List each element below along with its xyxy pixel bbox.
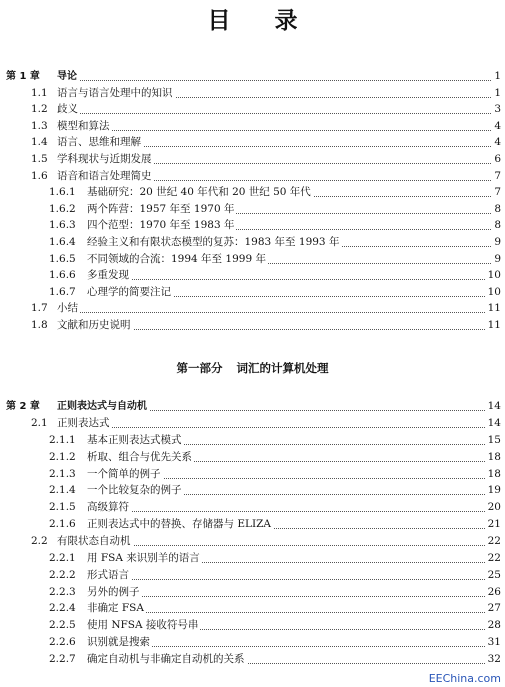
toc-entry-number: 1.8	[31, 319, 48, 331]
dot-leader	[57, 427, 491, 428]
toc-entry-page: 20	[486, 499, 501, 516]
toc-entry-number: 2.2.7	[49, 653, 76, 665]
toc-entry-number: 1.6.1	[49, 186, 76, 198]
toc-entry-number: 2.1.1	[49, 434, 76, 446]
toc-entry-title: 模型和算法	[57, 118, 112, 135]
toc-entry-subsection[interactable]	[0, 567, 505, 584]
toc-entry-subsection[interactable]	[0, 499, 505, 516]
toc-entry-subsection[interactable]	[0, 284, 505, 301]
toc-entry-page: 1	[492, 85, 501, 102]
toc-entry-number: 1.6.7	[49, 286, 76, 298]
toc-entry-page: 32	[486, 651, 501, 668]
toc-entry-title: 小结	[57, 300, 80, 317]
toc-entry-subsection[interactable]	[0, 217, 505, 234]
toc-entry-page: 7	[492, 184, 501, 201]
toc-entry-section[interactable]	[0, 118, 505, 135]
toc-entry-page: 6	[492, 151, 501, 168]
toc-entry-subsection[interactable]	[0, 201, 505, 218]
toc-entry-number: 1.6.6	[49, 269, 76, 281]
toc-entry-page: 10	[486, 284, 501, 301]
page-title	[0, 2, 505, 34]
toc-entry-number: 2.1.5	[49, 501, 76, 513]
dot-leader	[87, 579, 491, 580]
part-heading	[0, 360, 505, 376]
toc-entry-title: 高级算符	[87, 499, 131, 516]
toc-entry-subsection[interactable]	[0, 466, 505, 483]
toc-entry-title: 非确定 FSA	[87, 600, 146, 617]
toc-entry-page: 15	[486, 432, 501, 449]
dot-leader	[57, 113, 491, 114]
toc-entry-number: 第 1 章	[6, 71, 40, 82]
toc-entry-number: 2.1.4	[49, 484, 76, 496]
toc-entry-section[interactable]	[0, 168, 505, 185]
toc-entry-page: 18	[486, 466, 501, 483]
toc-entry-page: 22	[486, 533, 501, 550]
toc-entry-number: 2.1.2	[49, 451, 76, 463]
toc-entry-page: 10	[486, 267, 501, 284]
toc-entry-page: 4	[492, 134, 501, 151]
toc-entry-title: 心理学的简要注记	[87, 284, 173, 301]
toc-entry-page: 27	[486, 600, 501, 617]
toc-entry-section[interactable]	[0, 317, 505, 334]
toc-entry-page: 4	[492, 118, 501, 135]
toc-entry-title: 文献和历史说明	[57, 317, 133, 334]
toc-entry-title: 多重发现	[87, 267, 131, 284]
toc-entry-page: 1	[492, 68, 501, 85]
toc-entry-subsection[interactable]	[0, 251, 505, 268]
toc-entry-title: 一个简单的例子	[87, 466, 163, 483]
toc-entry-page: 7	[492, 168, 501, 185]
toc-entry-title: 形式语言	[87, 567, 131, 584]
toc-entry-title: 有限状态自动机	[57, 533, 133, 550]
toc-entry-page: 25	[486, 567, 501, 584]
toc-entry-number: 2.1.3	[49, 468, 76, 480]
toc-entry-subsection[interactable]	[0, 651, 505, 668]
part-title: 词汇的计算机处理	[236, 361, 329, 375]
toc-entry-title: 学科现状与近期发展	[57, 151, 154, 168]
toc-entry-number: 1.6.4	[49, 236, 76, 248]
toc-entry-page: 8	[492, 201, 501, 218]
toc-entry-title: 正则表达式与自动机	[57, 398, 149, 415]
toc-entry-title: 不同领域的合流：1994 年至 1999 年	[87, 251, 268, 268]
toc-entry-subsection[interactable]	[0, 516, 505, 533]
toc-entry-page: 9	[492, 234, 501, 251]
toc-entry-page: 31	[486, 634, 501, 651]
toc-entry-number: 第 2 章	[6, 401, 40, 412]
toc-entry-title: 使用 NFSA 接收符号串	[87, 617, 200, 634]
toc-entry-section[interactable]	[0, 134, 505, 151]
toc-entry-page: 11	[486, 300, 501, 317]
toc-entry-number: 1.6.3	[49, 219, 76, 231]
toc-entry-subsection[interactable]	[0, 634, 505, 651]
toc-entry-title: 基础研究：20 世纪 40 年代和 20 世纪 50 年代	[87, 184, 313, 201]
toc-entry-title: 用 FSA 来识别羊的语言	[87, 550, 202, 567]
toc-entry-section[interactable]	[0, 151, 505, 168]
toc-entry-number: 2.2.6	[49, 636, 76, 648]
toc-entry-page: 19	[486, 482, 501, 499]
toc-entry-number: 2.2.1	[49, 552, 76, 564]
dot-leader	[57, 80, 491, 81]
toc-entry-title: 经验主义和有限状态模型的复苏：1983 年至 1993 年	[87, 234, 341, 251]
toc-entry-number: 1.7	[31, 302, 48, 314]
toc-entry-page: 14	[486, 398, 501, 415]
toc-entry-number: 2.2.5	[49, 619, 76, 631]
toc-entry-section[interactable]	[0, 300, 505, 317]
toc-entry-subsection[interactable]	[0, 267, 505, 284]
title-char-left: 目	[207, 8, 231, 34]
dot-leader	[57, 130, 491, 131]
toc-entry-number: 1.6.2	[49, 203, 76, 215]
toc-entry-page: 28	[486, 617, 501, 634]
toc-entry-number: 1.3	[31, 120, 48, 132]
toc-entry-title: 另外的例子	[87, 584, 142, 601]
toc-entry-page: 21	[486, 516, 501, 533]
toc-entry-section[interactable]	[0, 101, 505, 118]
toc-entry-title: 语音和语言处理简史	[57, 168, 154, 185]
toc-entry-title: 语言与语言处理中的知识	[57, 85, 175, 102]
toc-entry-number: 1.6	[31, 170, 48, 182]
toc-entry-title: 歧义	[57, 101, 80, 118]
toc-entry-number: 1.1	[31, 87, 48, 99]
toc-entry-number: 2.1.6	[49, 518, 76, 530]
toc-entry-number: 2.1	[31, 417, 48, 429]
toc-entry-title: 一个比较复杂的例子	[87, 482, 184, 499]
toc-entry-title: 析取、组合与优先关系	[87, 449, 194, 466]
toc-entry-page: 9	[492, 251, 501, 268]
toc-entry-number: 1.2	[31, 103, 48, 115]
toc-entry-number: 2.2.3	[49, 586, 76, 598]
toc-entry-page: 3	[492, 101, 501, 118]
toc-entry-number: 2.2.2	[49, 569, 76, 581]
toc-entry-title: 基本正则表达式模式	[87, 432, 184, 449]
toc-entry-number: 2.2.4	[49, 602, 76, 614]
toc-entry-number: 1.4	[31, 136, 48, 148]
toc-entry-subsection[interactable]	[0, 550, 505, 567]
toc-entry-title: 正则表达式中的替换、存储器与 ELIZA	[87, 516, 273, 533]
toc-entry-subsection[interactable]	[0, 449, 505, 466]
dot-leader	[87, 279, 491, 280]
toc-entry-subsection[interactable]	[0, 432, 505, 449]
toc-entry-page: 8	[492, 217, 501, 234]
toc-entry-subsection[interactable]	[0, 584, 505, 601]
watermark: EEChina.com	[428, 672, 501, 685]
part-number: 第一部分	[176, 361, 223, 375]
toc-entry-subsection[interactable]	[0, 600, 505, 617]
toc-entry-title: 确定自动机与非确定自动机的关系	[87, 651, 247, 668]
toc-entry-number: 1.6.5	[49, 253, 76, 265]
toc-entry-page: 14	[486, 415, 501, 432]
toc-entry-page: 22	[486, 550, 501, 567]
dot-leader	[57, 312, 491, 313]
toc-entry-subsection[interactable]	[0, 617, 505, 634]
toc-entry-subsection[interactable]	[0, 234, 505, 251]
toc-entry-number: 2.2	[31, 535, 48, 547]
dot-leader	[87, 596, 491, 597]
dot-leader	[87, 511, 491, 512]
toc-entry-title: 两个阵营：1957 年至 1970 年	[87, 201, 236, 218]
toc-entry-number: 1.5	[31, 153, 48, 165]
toc-entry-section[interactable]	[0, 85, 505, 102]
toc-entry-page: 18	[486, 449, 501, 466]
toc-entry-subsection[interactable]	[0, 482, 505, 499]
toc-entry-chapter[interactable]	[0, 68, 505, 85]
toc-entry-section[interactable]	[0, 415, 505, 432]
toc-entry-subsection[interactable]	[0, 184, 505, 201]
toc-entry-title: 导论	[57, 68, 79, 85]
toc-entry-page: 11	[486, 317, 501, 334]
toc-entry-title: 识别就是搜索	[87, 634, 152, 651]
toc-entry-title: 四个范型：1970 年至 1983 年	[87, 217, 236, 234]
toc-entry-section[interactable]	[0, 533, 505, 550]
toc-entry-title: 语言、思维和理解	[57, 134, 143, 151]
toc-entry-page: 26	[486, 584, 501, 601]
toc-entry-title: 正则表达式	[57, 415, 112, 432]
dot-leader	[87, 612, 491, 613]
toc-entry-chapter[interactable]	[0, 398, 505, 415]
title-char-right: 录	[274, 8, 298, 34]
